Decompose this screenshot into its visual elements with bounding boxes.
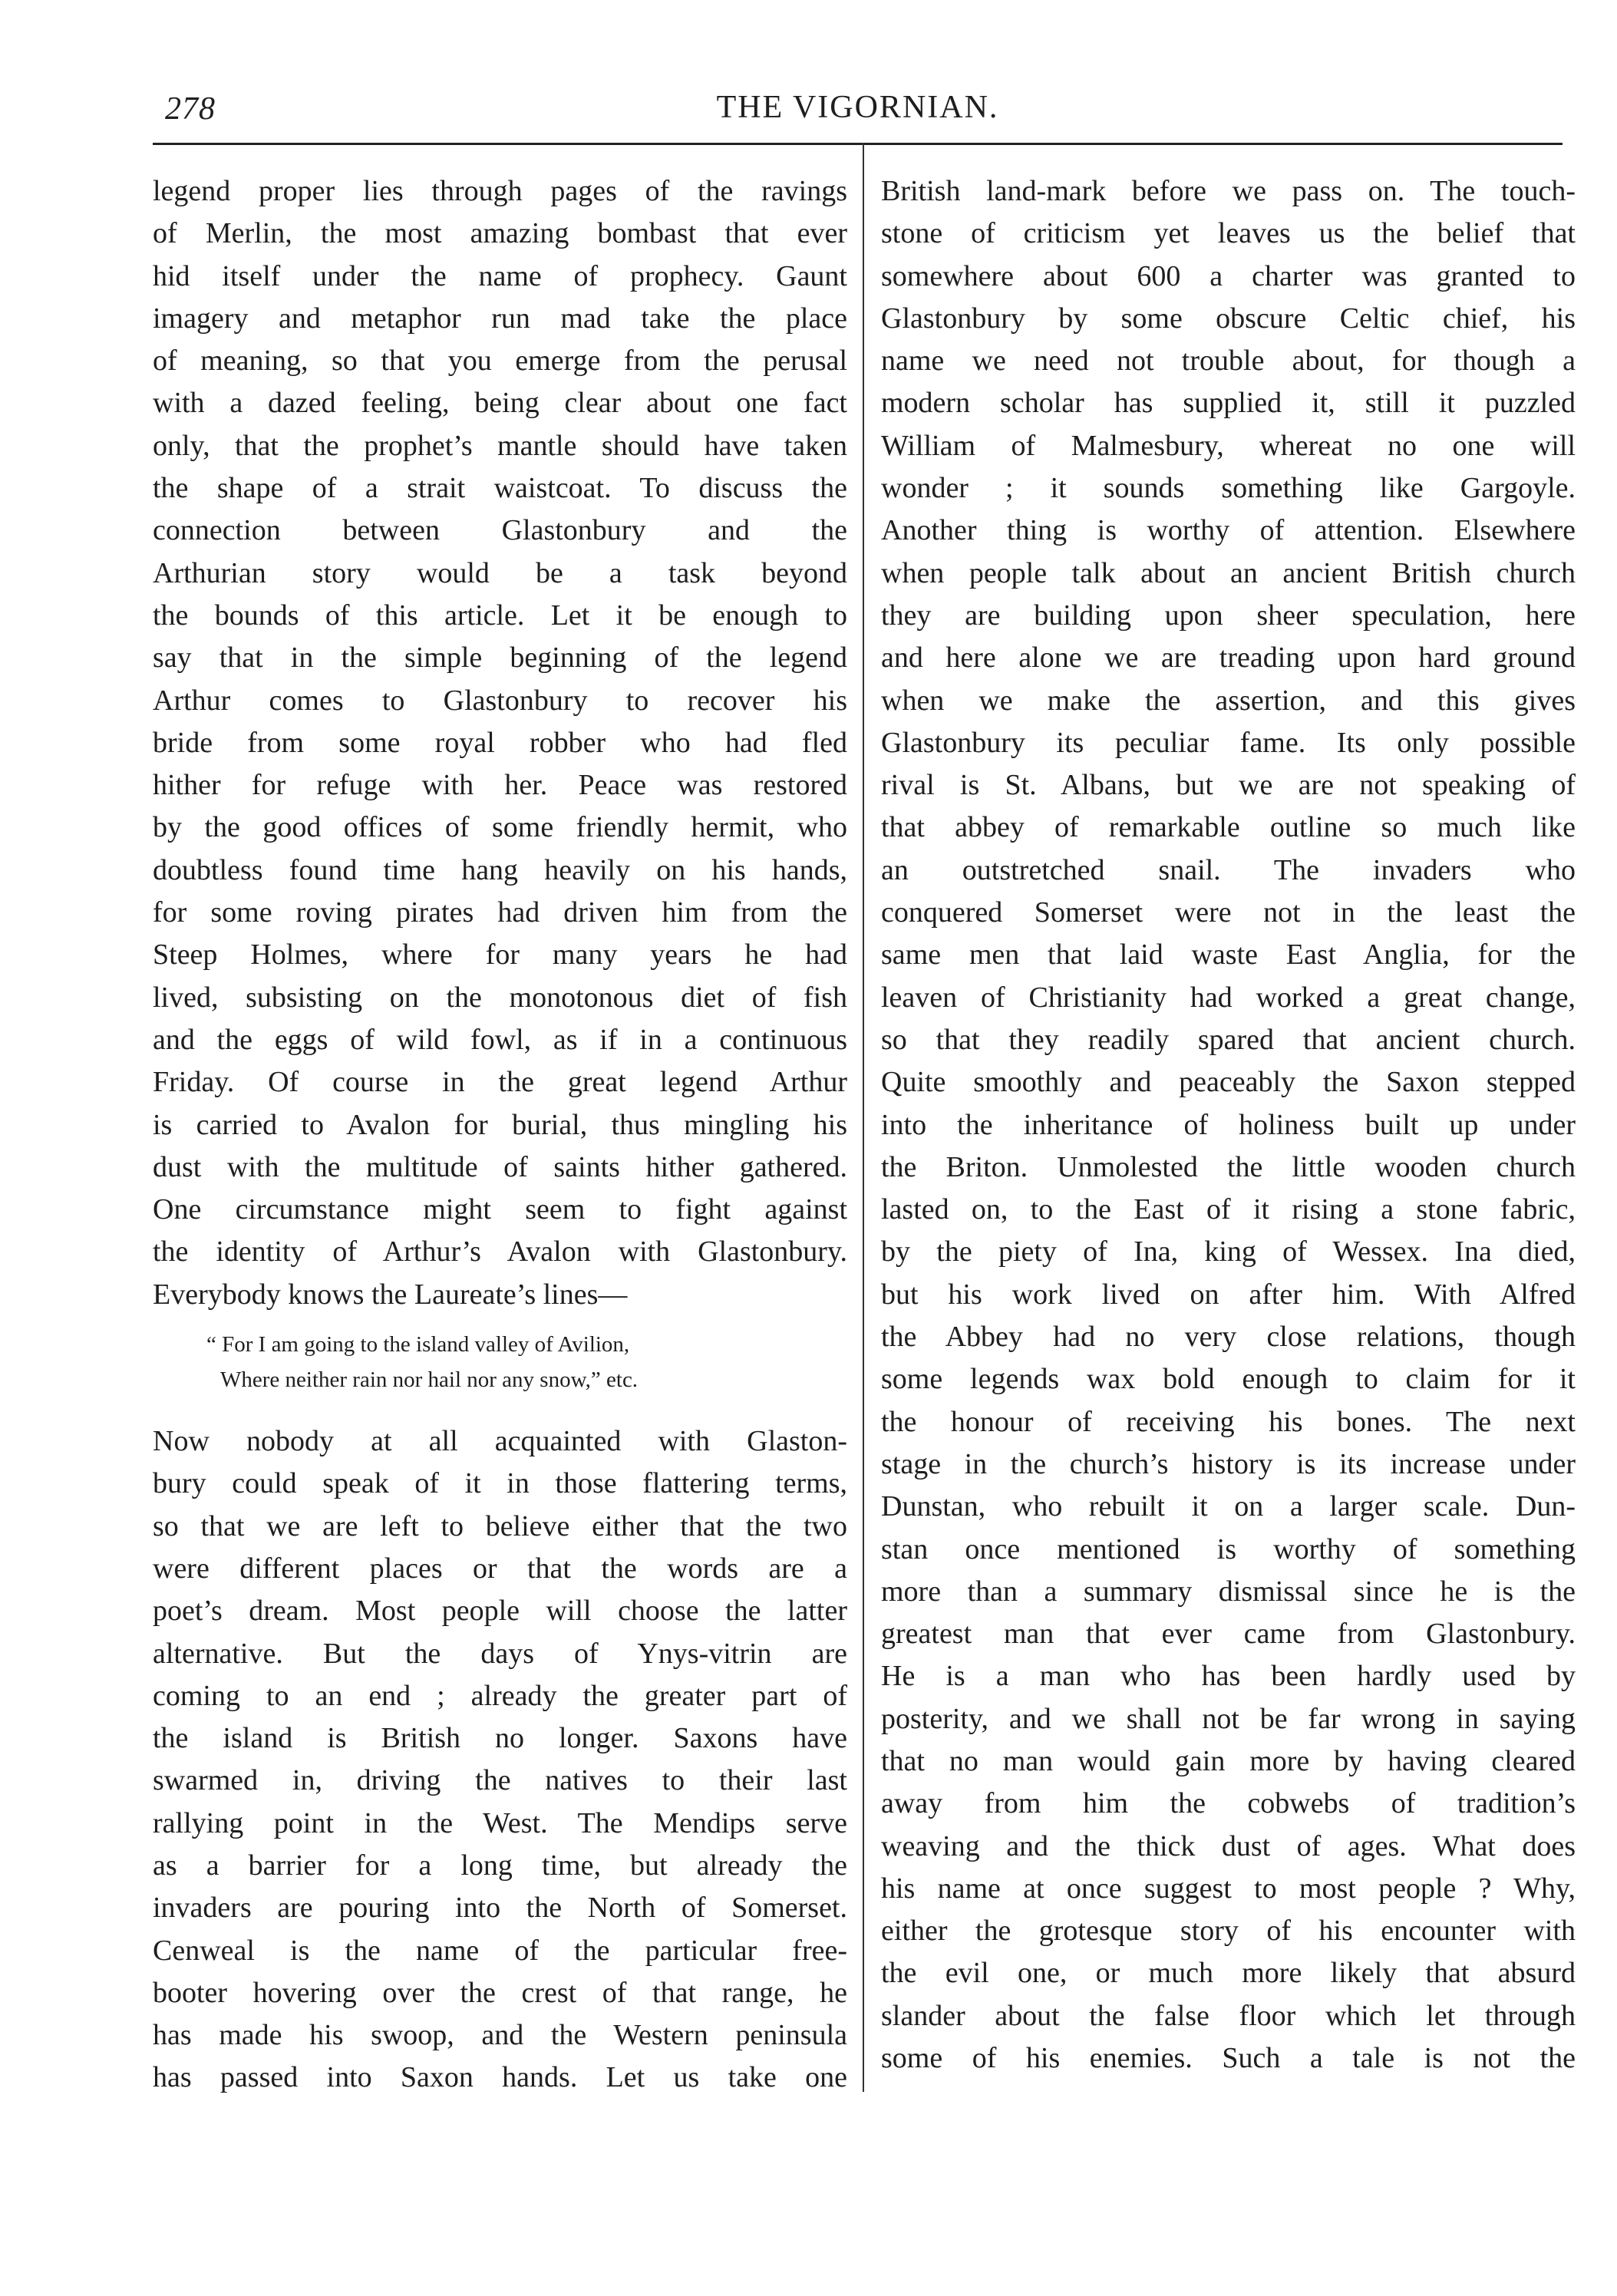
- text-line: for some roving pirates had driven him from the: [153, 896, 847, 929]
- left-paragraph-1: [153, 170, 847, 1316]
- text-line: the honour of receiving his bones. The next: [881, 1405, 1576, 1438]
- text-line: hid itself under the name of prophecy. Gaunt: [153, 259, 847, 292]
- text-line: invaders are pouring into the North of Somerset.: [153, 1892, 847, 1925]
- text-line: so that we are left to believe either that the two: [153, 1509, 847, 1542]
- text-line: rallying point in the West. The Mendips serve: [153, 1806, 847, 1839]
- text-line: name we need not trouble about, for though a: [881, 345, 1576, 378]
- page-number: 278: [165, 91, 216, 127]
- text-line: has made his swoop, and the Western peninsula: [153, 2019, 847, 2052]
- text-line: that abbey of remarkable outline so much like: [881, 811, 1576, 844]
- text-line: lasted on, to the East of it rising a stone fabric,: [881, 1193, 1576, 1226]
- header-rule: [153, 143, 1563, 145]
- text-line: some legends wax bold enough to claim for it: [881, 1363, 1576, 1396]
- text-line: alternative. But the days of Ynys-vitrin are: [153, 1637, 847, 1670]
- text-line: as a barrier for a long time, but already the: [153, 1849, 847, 1882]
- text-line: more than a summary dismissal since he is the: [881, 1575, 1576, 1608]
- text-line: into the inheritance of holiness built up under: [881, 1108, 1576, 1141]
- text-line: somewhere about 600 a charter was granted to: [881, 259, 1576, 292]
- text-line: so that they readily spared that ancient church.: [881, 1023, 1576, 1056]
- text-line: imagery and metaphor run mad take the place: [153, 302, 847, 335]
- text-line: Now nobody at all acquainted with Glaston-: [153, 1425, 847, 1458]
- text-line: stone of criticism yet leaves us the belief that: [881, 217, 1576, 250]
- text-line: of meaning, so that you emerge from the perusal: [153, 345, 847, 378]
- text-line: dust with the multitude of saints hither gathered.: [153, 1150, 847, 1183]
- text-line: by the good offices of some friendly hermit, who: [153, 811, 847, 844]
- text-line: stage in the church’s history is its increase under: [881, 1447, 1576, 1480]
- text-line: Glastonbury by some obscure Celtic chief, his: [881, 302, 1576, 335]
- text-line: by the piety of Ina, king of Wessex. Ina died,: [881, 1235, 1576, 1268]
- text-line: Steep Holmes, where for many years he had: [153, 939, 847, 972]
- text-line: bury could speak of it in those flattering terms,: [153, 1467, 847, 1500]
- text-line: only, that the prophet’s mantle should have taken: [153, 429, 847, 462]
- text-line: Dunstan, who rebuilt it on a larger scale. Dun-: [881, 1490, 1576, 1523]
- column-divider: [863, 143, 864, 2092]
- text-line: the shape of a strait waistcoat. To discuss the: [153, 472, 847, 505]
- text-line: but his work lived on after him. With Alfred: [881, 1278, 1576, 1311]
- text-line: Everybody knows the Laureate’s lines—: [153, 1278, 628, 1311]
- text-line: coming to an end ; already the greater part of: [153, 1679, 847, 1712]
- text-line: when people talk about an ancient British church: [881, 556, 1576, 589]
- text-line: slander about the false floor which let through: [881, 1999, 1576, 2032]
- journal-title: THE VIGORNIAN.: [716, 90, 999, 125]
- laureate-quote: [153, 1327, 847, 1397]
- page-header: [153, 83, 1563, 137]
- text-line: they are building upon sheer speculation, here: [881, 599, 1576, 632]
- text-line: legend proper lies through pages of the ravings: [153, 175, 847, 207]
- text-line: same men that laid waste East Anglia, for the: [881, 939, 1576, 972]
- text-line: away from him the cobwebs of tradition’s: [881, 1787, 1576, 1820]
- text-line: William of Malmesbury, whereat no one will: [881, 429, 1576, 462]
- text-line: Arthurian story would be a task beyond: [153, 556, 847, 589]
- text-line: poet’s dream. Most people will choose the latter: [153, 1595, 847, 1628]
- text-line: his name at once suggest to most people ? Why,: [881, 1872, 1576, 1905]
- text-line: stan once mentioned is worthy of something: [881, 1532, 1576, 1565]
- text-line: rival is St. Albans, but we are not speaking of: [881, 769, 1576, 802]
- text-line: greatest man that ever came from Glastonbury.: [881, 1618, 1576, 1651]
- text-line: weaving and the thick dust of ages. What does: [881, 1829, 1576, 1862]
- text-line: that no man would gain more by having cleared: [881, 1744, 1576, 1777]
- text-line: is carried to Avalon for burial, thus mingling his: [153, 1108, 847, 1141]
- quote-line: Where neither rain nor hail nor any snow,” etc.: [220, 1367, 639, 1393]
- text-line: either the grotesque story of his encounter with: [881, 1915, 1576, 1948]
- text-line: leaven of Christianity had worked a great change,: [881, 981, 1576, 1014]
- text-line: One circumstance might seem to fight against: [153, 1193, 847, 1226]
- text-line: and here alone we are treading upon hard ground: [881, 642, 1576, 675]
- text-line: connection between Glastonbury and the: [153, 514, 847, 547]
- text-line: Friday. Of course in the great legend Arthur: [153, 1066, 847, 1099]
- text-line: Quite smoothly and peaceably the Saxon stepped: [881, 1066, 1576, 1099]
- quote-line: “ For I am going to the island valley of Avilion,: [206, 1332, 630, 1357]
- text-line: conquered Somerset were not in the least the: [881, 896, 1576, 929]
- text-line: were different places or that the words are a: [153, 1552, 847, 1585]
- text-line: British land-mark before we pass on. The touch-: [881, 175, 1576, 207]
- text-line: has passed into Saxon hands. Let us take one: [153, 2061, 847, 2094]
- right-paragraph: [881, 170, 1576, 2080]
- text-line: the Briton. Unmolested the little wooden church: [881, 1150, 1576, 1183]
- text-line: with a dazed feeling, being clear about one fact: [153, 387, 847, 420]
- right-column: [881, 170, 1576, 2080]
- text-line: some of his enemies. Such a tale is not the: [881, 2042, 1576, 2075]
- text-line: He is a man who has been hardly used by: [881, 1660, 1576, 1693]
- left-paragraph-2: [153, 1420, 847, 2100]
- text-line: the evil one, or much more likely that absurd: [881, 1957, 1576, 1990]
- left-column: [153, 170, 847, 2100]
- text-line: wonder ; it sounds something like Gargoyle.: [881, 472, 1576, 505]
- text-line: say that in the simple beginning of the legend: [153, 642, 847, 675]
- text-line: swarmed in, driving the natives to their last: [153, 1764, 847, 1797]
- text-line: booter hovering over the crest of that range, he: [153, 1976, 847, 2009]
- text-line: the Abbey had no very close relations, though: [881, 1321, 1576, 1354]
- text-line: lived, subsisting on the monotonous diet of fish: [153, 981, 847, 1014]
- text-line: Glastonbury its peculiar fame. Its only possible: [881, 726, 1576, 759]
- text-line: the bounds of this article. Let it be enough to: [153, 599, 847, 632]
- text-line: an outstretched snail. The invaders who: [881, 853, 1576, 886]
- text-line: posterity, and we shall not be far wrong in saying: [881, 1702, 1576, 1735]
- text-line: Another thing is worthy of attention. Elsewhere: [881, 514, 1576, 547]
- text-line: Cenweal is the name of the particular free-: [153, 1934, 847, 1967]
- text-line: when we make the assertion, and this gives: [881, 684, 1576, 717]
- text-line: the identity of Arthur’s Avalon with Glastonbury.: [153, 1235, 847, 1268]
- text-line: of Merlin, the most amazing bombast that ever: [153, 217, 847, 250]
- text-line: hither for refuge with her. Peace was restored: [153, 769, 847, 802]
- text-line: Arthur comes to Glastonbury to recover his: [153, 684, 847, 717]
- text-line: the island is British no longer. Saxons have: [153, 1722, 847, 1755]
- text-line: modern scholar has supplied it, still it puzzled: [881, 387, 1576, 420]
- text-line: and the eggs of wild fowl, as if in a continuous: [153, 1023, 847, 1056]
- text-line: bride from some royal robber who had fled: [153, 726, 847, 759]
- text-line: doubtless found time hang heavily on his hands,: [153, 853, 847, 886]
